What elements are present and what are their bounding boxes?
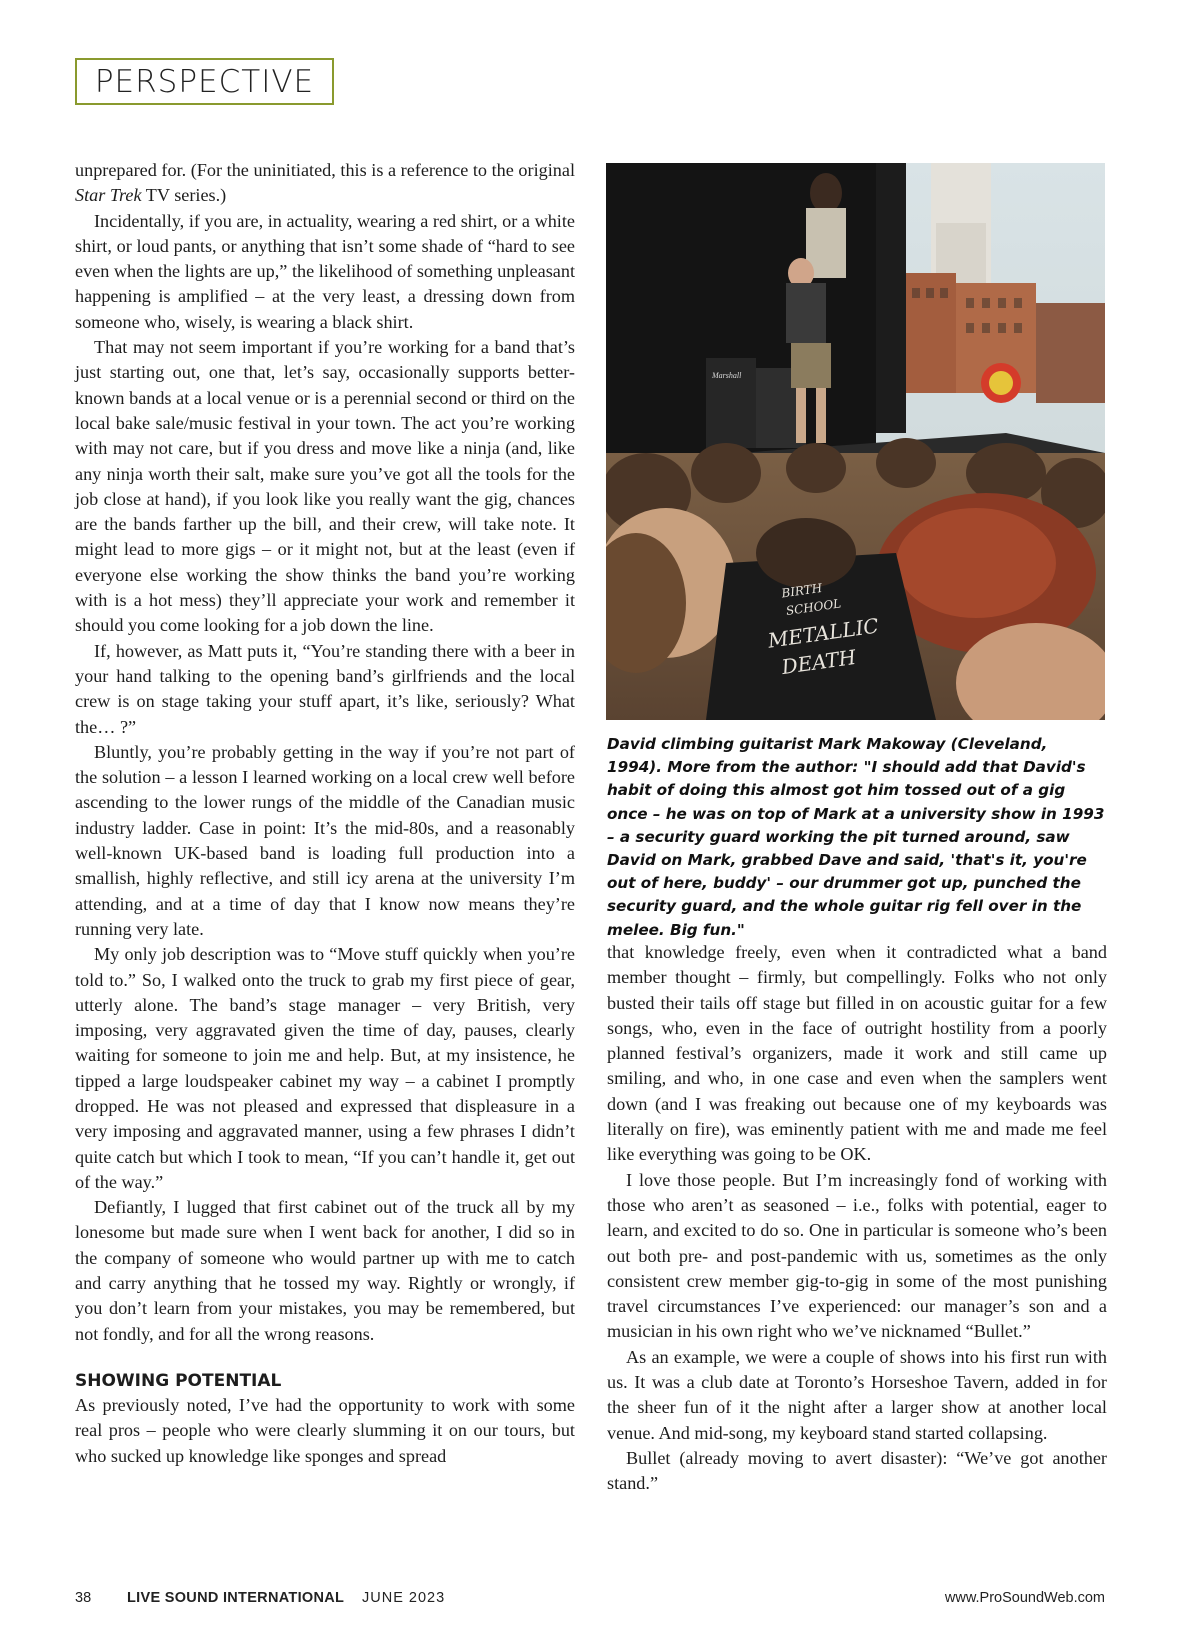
page-number: 38 [75,1590,92,1606]
right-column [607,940,1107,1497]
issue-date: JUNE 2023 [362,1590,446,1606]
magazine-name: LIVE SOUND INTERNATIONAL [127,1590,345,1606]
subheading: SHOWING POTENTIAL [75,1370,282,1391]
paragraph: that knowledge freely, even when it contradicted what a band member thought – firmly, but compellingly. Folks who not only busted their tails off stage but filled in on acoustic guitar for a few songs, who, even in the face of outright hostility from a poorly planned festival’s organizers, made it work and still came up smiling, and who, in one case and even when the samplers went down (and I was freaking out because one of my keyboards was literally on fire), was eminently patient with me and made me feel like everything was going to be OK. [607,942,1107,1165]
paragraph: If, however, as Matt puts it, “You’re standing there with a beer in your hand talking to the opening band’s girlfriends and the local crew is on stage taking your stuff apart, it’s like, seriously? What the… ?” [75,640,575,737]
paragraph: Bullet (already moving to avert disaster): “We’ve got another stand.” [607,1447,1107,1494]
paragraph: That may not seem important if you’re working for a band that’s just starting out, one that, let’s say, occasionally supports better-known bands at a local venue or is a perennial second or third on the local bake sale/music festival in your town. The act you’re working with may not care, but if you dress and move like a ninja (and, like any ninja worth their salt, make sure you’ve got all the tools for the job close at hand), if you look like you really want the gig, chances are the bands farther up the bill, and their crew, will take note. It might lead to more gigs – or it might not, but at the least (even if everyone else working the show thinks the band you’re working with is a hot mess) they’ll appreciate your work and remember it should you come looking for a job down the line. [75,337,575,636]
paragraph: Bluntly, you’re probably getting in the way if you’re not part of the solution – a lesson I learned working on a local crew well before ascending to the lower rungs of the middle of the Canadian music industry ladder. Case in point: It’s the mid-80s, and a reasonably well-known UK-based band is loading full production into a smallish, highly reflective, and still icy arena at the university I’m attending, and at a time of day that I know now means they’re running very late. [75,741,575,939]
shirt-text: DEATH [780,644,858,680]
italic-title: Star Trek [75,185,142,206]
section-label: PERSPECTIVE [75,58,334,105]
concert-photo-illustration [606,163,1105,720]
paragraph: As previously noted, I’ve had the opportunity to work with some real pros – people who were clearly slumming it on our tours, but who sucked up knowledge like sponges and spread [75,1394,575,1466]
paragraph: Incidentally, if you are, in actuality, wearing a red shirt, or a white shirt, or loud pants, or anything that isn’t some shade of “hard to see even when the lights are up,” the likelihood of something unpleasant happening is amplified – at the very least, a dressing down from someone who, wisely, is wearing a black shirt. [75,210,575,332]
left-column [75,158,575,1469]
paragraph: Defiantly, I lugged that first cabinet out of the truck all by my lonesome but made sure when I went back for another, I did so in the company of someone who would partner up with me to catch and carry anything that he tossed my way. Rightly or wrongly, if you don’t learn from your mistakes, you may be remembered, but not fondly, and for all the wrong reasons. [75,1197,575,1344]
paragraph: My only job description was to “Move stuff quickly when you’re told to.” So, I walked onto the truck to grab my first piece of gear, utterly alone. The band’s stage manager – very British, very imposing, very aggravated given the time of day, pauses, clearly waiting for someone to join me and help. But, at my insistence, he tipped a large loudspeaker cabinet my way – a cabinet I promptly dropped. He was not pleased and expressed that displeasure in a very imposing and aggravated manner, using a few phrases I didn’t quite catch but which I took to mean, “If you can’t handle it, get out of the way.” [75,944,575,1192]
paragraph: I love those people. But I’m increasingly fond of working with those who aren’t as seasoned – i.e., folks with potential, eager to learn, and excited to do so. One in particular is someone who’s been out both pre- and post-pandemic with us, sometimes as the only consistent crew member gig-to-gig in some of the most punishing travel circumstances I’ve experienced: our manager’s son and a musician in his own right who we’ve nicknamed “Bullet.” [607,1169,1107,1342]
shirt-text: METALLIC [766,613,881,653]
shirt-text: SCHOOL [785,596,842,618]
paragraph: unprepared for. (For the uninitiated, this is a reference to the original Star Trek TV series.) [75,160,575,206]
concert-photo [606,163,1105,720]
shirt-text: BIRTH [780,580,823,601]
page-footer [75,1590,1105,1614]
website-link[interactable]: www.ProSoundWeb.com [944,1590,1105,1606]
amp-label: Marshall [712,371,742,380]
photo-caption: David climbing guitarist Mark Makoway (Cleveland, 1994). More from the author: "I should add that David's habit of doing this almost got him tossed out of a gig once – he was on top of Mark at a university show in 1993 – a security guard working the pit turned around, saw David on Mark, grabbed Dave and said, 'that's it, you're out of here, buddy' – our drummer got up, punched the security guard, and the whole guitar rig fell over in the melee. Big fun." [607,735,1105,939]
paragraph: As an example, we were a couple of shows into his first run with us. It was a club date at Toronto’s Horseshoe Tavern, added in for the sheer fun of it the night after a larger show at another local venue. And mid-song, my keyboard stand started collapsing. [607,1346,1107,1443]
